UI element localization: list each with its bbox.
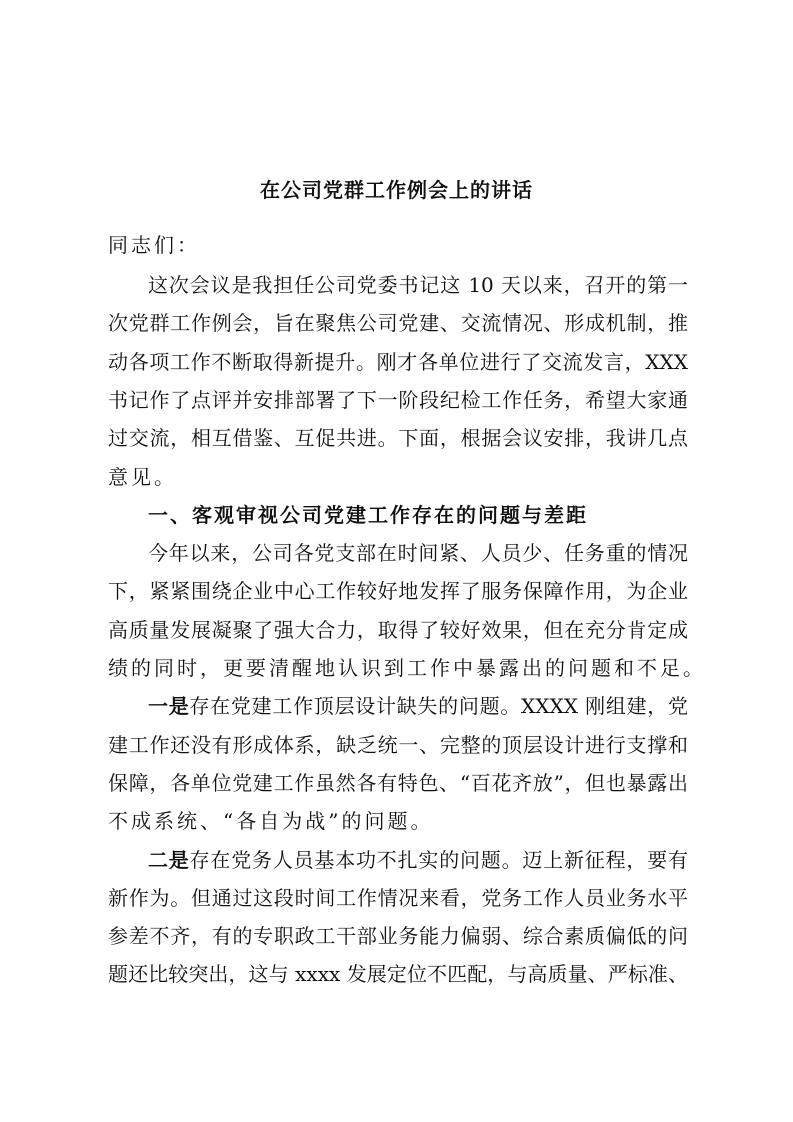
paragraph-line: [108, 348, 688, 376]
paragraph-line: [108, 960, 688, 988]
paragraph-line: [108, 769, 688, 797]
line-text: 存在党务人员基本功不扎实的问题。迈上新征程，要有: [189, 847, 689, 872]
paragraph-line: [108, 577, 688, 605]
line-text: 保障，各单位党建工作虽然各有特色、“百花齐放”，但也暴露出: [108, 770, 688, 795]
line-text: 建工作还没有形成体系，缺乏统一、完整的顶层设计进行支撑和: [108, 732, 688, 757]
paragraph-line: [148, 539, 688, 567]
paragraph-line: [148, 846, 688, 874]
line-text: 不成系统、“各自为战”的问题。: [108, 809, 434, 834]
line-text: 意见。: [108, 464, 177, 489]
line-text: 过交流，相互借鉴、互促共进。下面，根据会议安排，我讲几点: [108, 426, 688, 451]
line-text: 题还比较突出，这与 xxxx 发展定位不匹配，与高质量、严标准、: [108, 962, 688, 987]
line-text: 次党群工作例会，旨在聚焦公司党建、交流情况、形成机制，推: [108, 311, 688, 336]
salutation: 同志们：: [108, 233, 200, 257]
line-text: 存在党建工作顶层设计缺失的问题。XXXX 刚组建，党: [189, 694, 688, 719]
section-heading: [148, 501, 688, 529]
document-title: 在公司党群工作例会上的讲话: [260, 178, 533, 202]
line-text: 参差不齐，有的专职政工干部业务能力偏弱、综合素质偏低的问: [108, 924, 688, 949]
line-text: 高质量发展凝聚了强大合力，取得了较好效果，但在充分肯定成: [108, 617, 688, 642]
line-text: 书记作了点评并安排部署了下一阶段纪检工作任务，希望大家通: [108, 387, 688, 412]
paragraph-line: [108, 731, 688, 759]
paragraph-line: [108, 922, 688, 950]
line-text: 今年以来，公司各党支部在时间紧、人员少、任务重的情况: [148, 541, 688, 566]
bold-lead: 二是: [148, 847, 190, 872]
line-text: 下，紧紧围绕企业中心工作较好地发挥了服务保障作用，为企业: [108, 579, 688, 604]
paragraph-line: [108, 463, 688, 491]
paragraph-line: [108, 884, 688, 912]
paragraph-line: [148, 271, 688, 299]
line-text: 绩的同时，更要清醒地认识到工作中暴露出的问题和不足。: [108, 656, 706, 680]
paragraph-line: [148, 692, 688, 720]
paragraph-line: [108, 309, 688, 337]
line-text: 一、客观审视公司党建工作存在的问题与差距: [148, 502, 588, 527]
line-text: 新作为。但通过这段时间工作情况来看，党务工作人员业务水平: [108, 885, 688, 910]
paragraph-line: [108, 807, 688, 835]
paragraph-line: [108, 654, 706, 682]
line-text: 动各项工作不断取得新提升。刚才各单位进行了交流发言，XXX: [108, 349, 688, 374]
paragraph-line: [108, 424, 688, 452]
paragraph-line: [108, 616, 688, 644]
line-text: 这次会议是我担任公司党委书记这 10 天以来，召开的第一: [148, 273, 688, 297]
bold-lead: 一是: [148, 694, 190, 719]
paragraph-line: [108, 386, 688, 414]
